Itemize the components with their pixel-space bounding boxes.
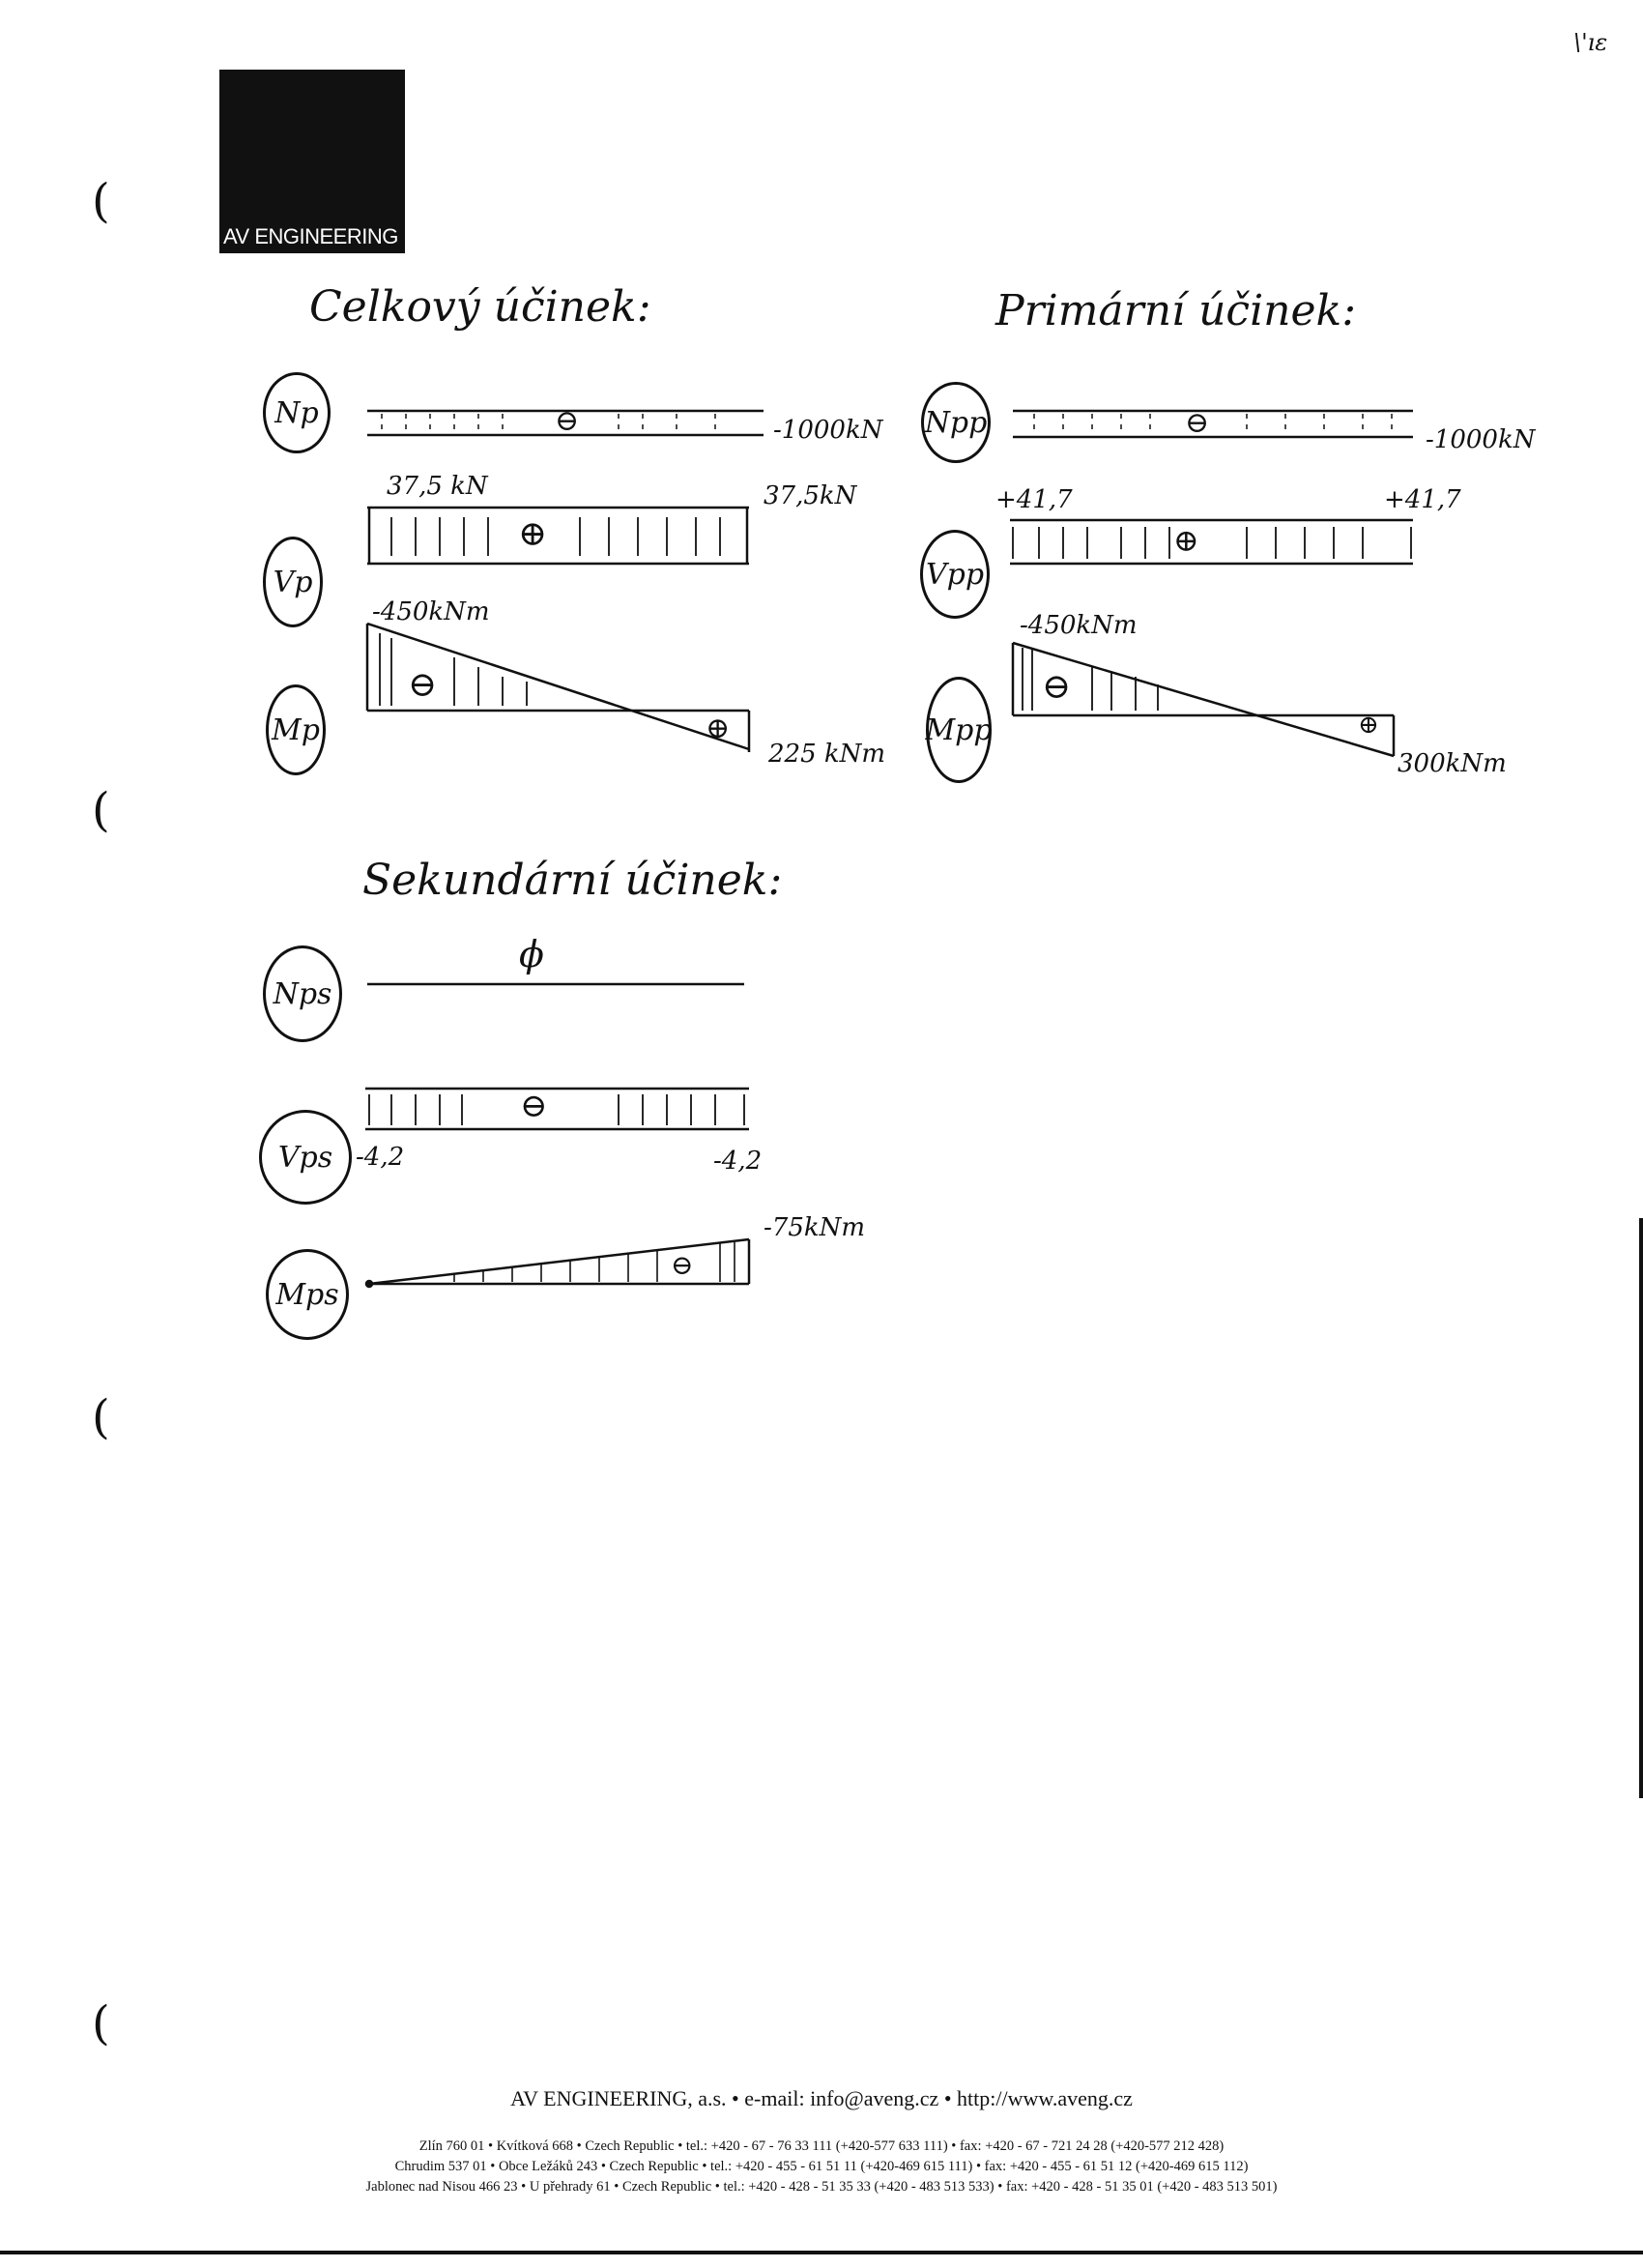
primary-m-right: 300kNm — [1398, 749, 1507, 778]
total-m-sign: ⊖ — [408, 665, 438, 705]
margin-mark: ( — [92, 783, 110, 837]
total-v-symbol: Vp — [263, 537, 323, 627]
primary-v-diagram — [1010, 520, 1413, 564]
primary-m-symbol: Mpp — [926, 677, 992, 783]
total-n-symbol: Np — [263, 372, 331, 453]
total-v-right: 37,5kN — [764, 481, 857, 510]
footer-company-line: AV ENGINEERING, a.s. • e-mail: info@aveng.cz • http://www.aveng.cz — [510, 2086, 1133, 2110]
total-v-diagram — [367, 508, 749, 564]
corner-mark: \'ıε — [1573, 29, 1608, 56]
total-m-left: -450kNm — [372, 597, 490, 626]
total-n-value: -1000kN — [773, 416, 883, 445]
total-m-sign-positive: ⊕ — [706, 712, 731, 745]
total-m-symbol: Mp — [266, 684, 326, 775]
footer-address-zlin: Zlín 760 01 • Kvítková 668 • Czech Republic • tel.: +420 - 67 - 76 33 111 (+420-577 633 111) • fax: +420 - 67 - 721 24 28 (+420-577 212 428) — [418, 2138, 1225, 2154]
primary-n-symbol: Npp — [921, 382, 991, 463]
secondary-effect-heading: Sekundární účinek: — [362, 856, 783, 905]
total-v-sign: ⊕ — [518, 514, 548, 554]
primary-n-sign: ⊖ — [1185, 406, 1210, 440]
scan-border — [0, 2251, 1643, 2254]
primary-m-left: -450kNm — [1020, 611, 1138, 640]
secondary-m-sign: ⊖ — [671, 1249, 694, 1281]
total-effect-heading: Celkový účinek: — [309, 282, 651, 332]
total-m-right: 225 kNm — [768, 740, 886, 769]
primary-v-left: +41,7 — [995, 485, 1073, 514]
footer-address-chrudim: Chrudim 537 01 • Obce Ležáků 243 • Czech Republic • tel.: +420 - 455 - 61 51 11 (+420-469 615 111) • fax: +420 - 455 - 61 51 12 (+420-469 615 112) — [394, 2159, 1249, 2174]
scan-border-right — [1639, 1218, 1643, 1798]
secondary-v-sign: ⊖ — [520, 1087, 548, 1125]
secondary-n-symbol: Nps — [263, 945, 342, 1042]
secondary-m-right: -75kNm — [764, 1213, 866, 1242]
primary-n-diagram — [1013, 411, 1413, 437]
primary-n-value: -1000kN — [1426, 425, 1536, 454]
total-v-left: 37,5 kN — [387, 472, 488, 501]
primary-v-right: +41,7 — [1384, 485, 1461, 514]
total-n-sign: ⊖ — [555, 404, 580, 438]
secondary-m-symbol: Mps — [266, 1249, 349, 1340]
primary-effect-heading: Primární účinek: — [995, 286, 1357, 335]
margin-mark: ( — [92, 174, 110, 228]
secondary-v-left: -4,2 — [356, 1143, 405, 1172]
logo-text: AV ENGINEERING — [223, 224, 398, 248]
primary-m-sign-positive: ⊕ — [1358, 711, 1379, 740]
secondary-n-value: ϕ — [519, 933, 544, 975]
secondary-v-diagram — [365, 1089, 749, 1129]
secondary-v-right: -4,2 — [713, 1147, 763, 1176]
secondary-v-symbol: Vps — [259, 1110, 352, 1205]
primary-v-sign: ⊕ — [1173, 522, 1199, 559]
margin-mark: ( — [92, 1390, 110, 1444]
primary-m-sign: ⊖ — [1042, 667, 1072, 707]
primary-v-symbol: Vpp — [920, 530, 990, 619]
footer-address-jablonec: Jablonec nad Nisou 466 23 • U přehrady 61 • Czech Republic • tel.: +420 - 428 - 51 35 33 (+420 - 483 513 533) • fax: +420 - 428 - 51 35 01 (+420 - 483 513 501) — [365, 2179, 1278, 2195]
margin-mark: ( — [92, 1996, 110, 2050]
